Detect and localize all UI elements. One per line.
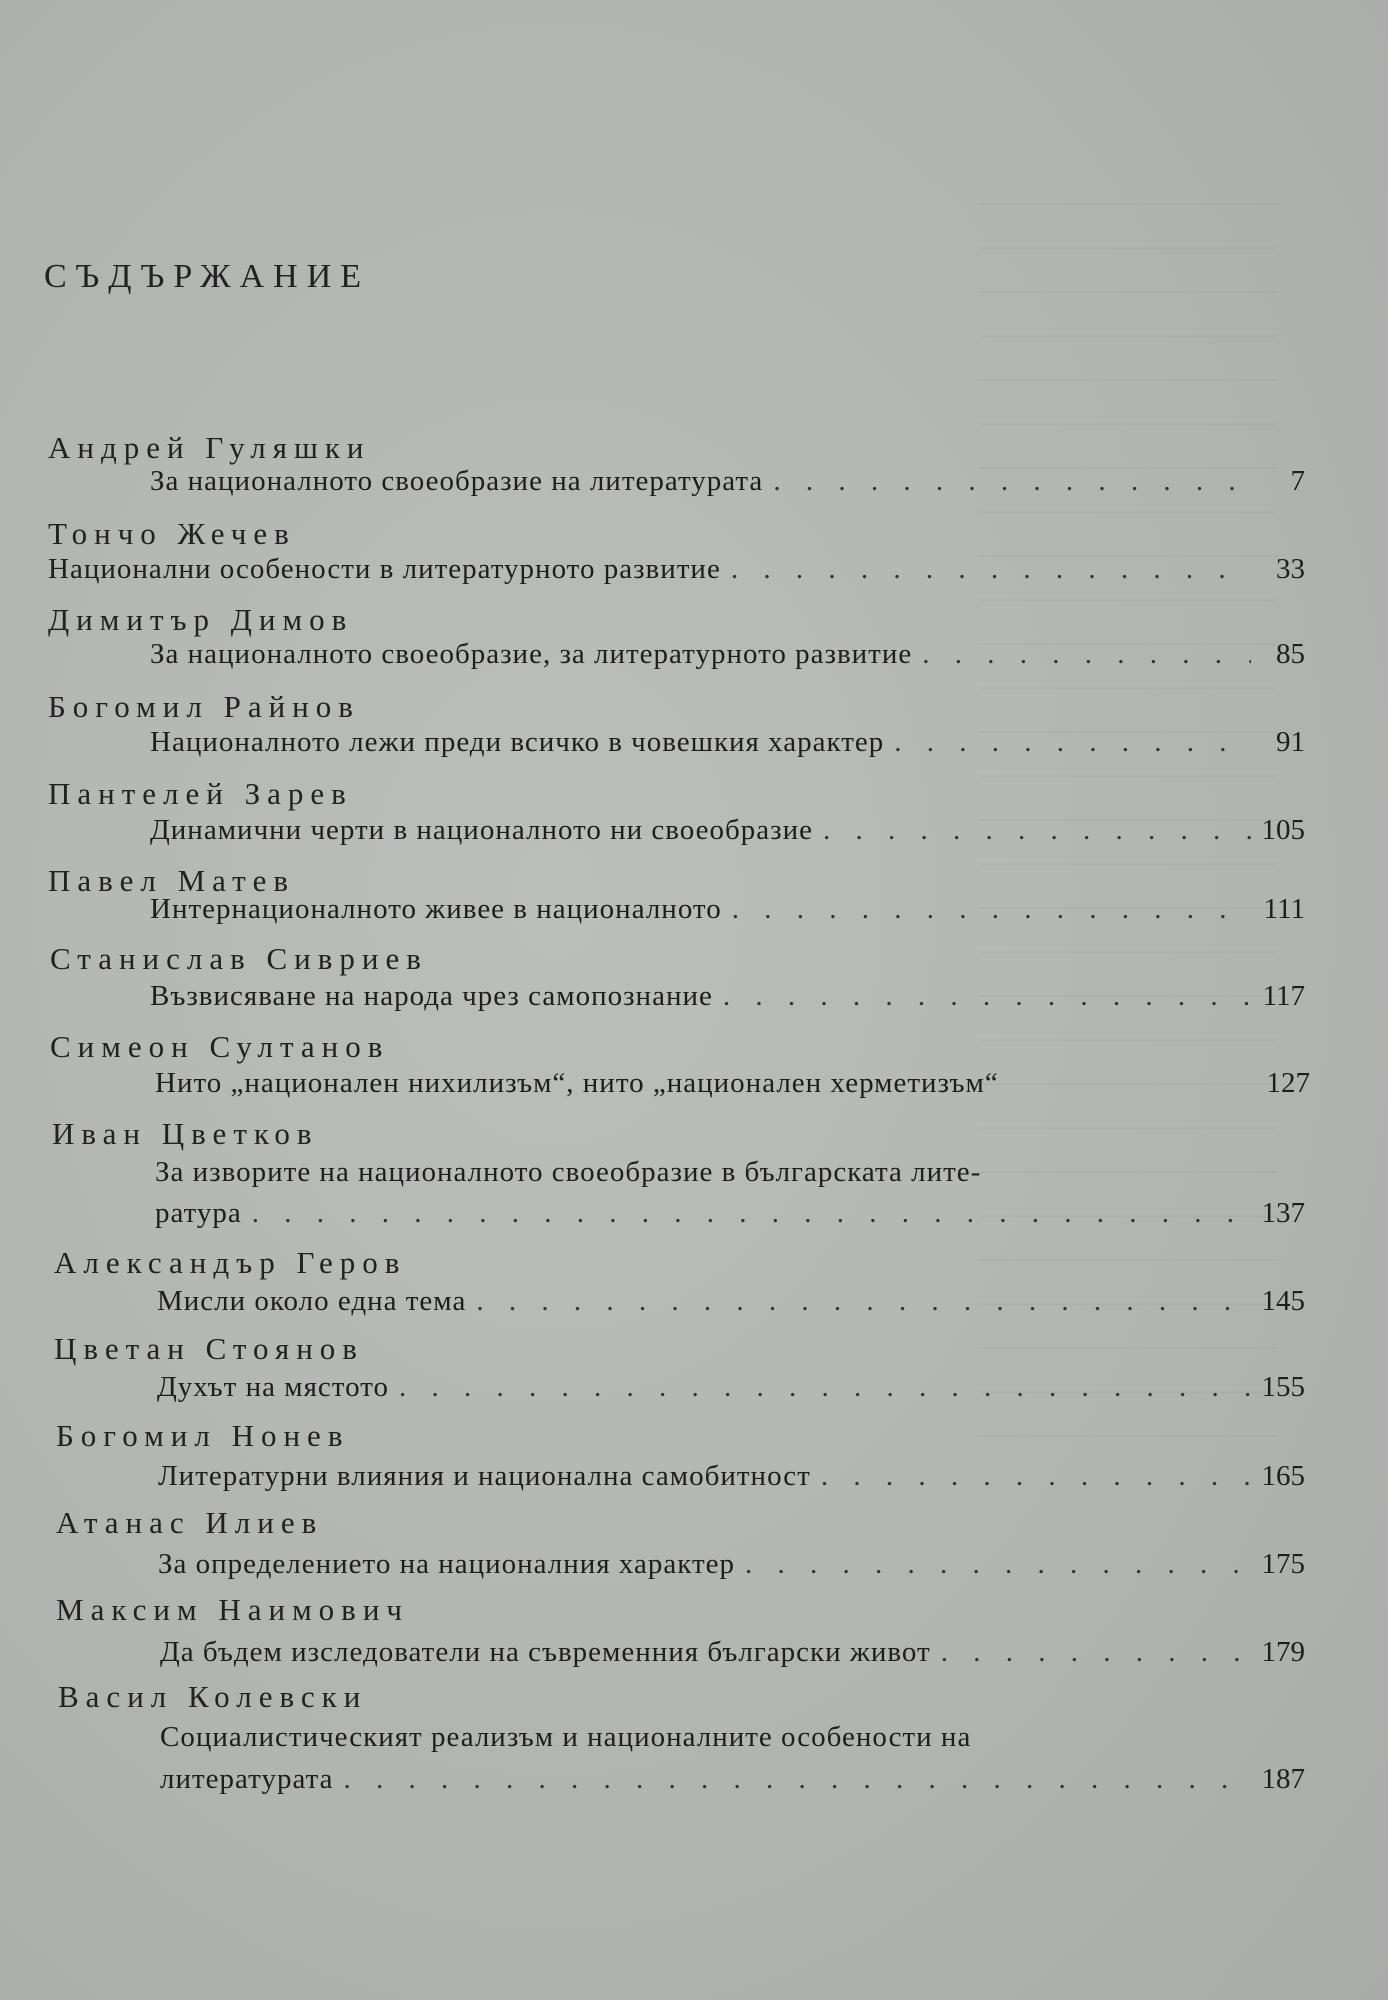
toc-page-number: 105 bbox=[1261, 814, 1305, 846]
toc-entry bbox=[150, 465, 1305, 498]
dot-leader bbox=[723, 980, 1251, 1013]
toc-author: Тончо Жечев bbox=[48, 516, 296, 551]
dot-leader bbox=[343, 1763, 1251, 1796]
toc-author: Цветан Стоянов bbox=[54, 1331, 364, 1366]
toc-entry-title: Духът на мястото bbox=[157, 1371, 389, 1403]
toc-entry bbox=[158, 1460, 1305, 1493]
toc-entry-title-continuation: ратура bbox=[155, 1197, 242, 1229]
toc-author: Станислав Сивриев bbox=[50, 941, 428, 976]
toc-page-number: 145 bbox=[1261, 1285, 1305, 1317]
toc-author: Васил Колевски bbox=[58, 1679, 368, 1714]
toc-author: Иван Цветков bbox=[52, 1116, 319, 1151]
toc-entry-line-1 bbox=[160, 1721, 1235, 1754]
toc-entry bbox=[155, 1197, 1305, 1230]
page-title: СЪДЪРЖАНИЕ bbox=[44, 258, 371, 295]
dot-leader bbox=[941, 1636, 1251, 1669]
toc-entry bbox=[160, 1636, 1305, 1669]
toc-entry-title: За изворите на националното своеобразие в българската лите- bbox=[155, 1156, 982, 1188]
toc-entry bbox=[157, 1285, 1305, 1318]
toc-page-number: 33 bbox=[1276, 553, 1305, 585]
toc-entry-title: Мисли около една тема bbox=[157, 1285, 467, 1317]
toc-author: Богомил Райнов bbox=[48, 689, 360, 724]
toc-page-number: 127 bbox=[1266, 1067, 1310, 1099]
toc-entry-title-continuation: литературата bbox=[160, 1763, 334, 1795]
toc-page-number: 165 bbox=[1261, 1460, 1305, 1492]
toc-entry-title: Динамични черти в националното ни своеобразие bbox=[150, 814, 813, 846]
toc-entry bbox=[155, 1067, 1310, 1100]
dot-leader bbox=[476, 1285, 1251, 1318]
dot-leader bbox=[773, 465, 1251, 498]
toc-page-number: 91 bbox=[1276, 726, 1305, 758]
toc-page-number: 111 bbox=[1263, 893, 1305, 925]
dot-leader bbox=[399, 1371, 1251, 1404]
toc-entry-title: Национални особености в литературното развитие bbox=[48, 553, 721, 585]
toc-author: Максим Наимович bbox=[56, 1592, 409, 1627]
toc-entry bbox=[157, 1371, 1305, 1404]
toc-author: Симеон Султанов bbox=[50, 1029, 390, 1064]
dot-leader bbox=[922, 638, 1251, 671]
toc-page-number: 179 bbox=[1261, 1636, 1305, 1668]
toc-entry-title: Интернационалното живее в националното bbox=[150, 893, 722, 925]
toc-author: Пантелей Зарев bbox=[48, 776, 353, 811]
toc-entry bbox=[160, 1763, 1305, 1796]
dot-leader bbox=[252, 1197, 1251, 1230]
toc-page-number: 117 bbox=[1262, 980, 1305, 1012]
toc-entry bbox=[48, 553, 1305, 586]
toc-page-number: 175 bbox=[1261, 1548, 1305, 1580]
dot-leader bbox=[745, 1548, 1251, 1581]
toc-entry-title: Нито „национален нихилизъм“, нито „национален херметизъм“ bbox=[155, 1067, 999, 1099]
toc-entry-title: Да бъдем изследователи на съвременния български живот bbox=[160, 1636, 931, 1668]
dot-leader bbox=[731, 553, 1251, 586]
dot-leader bbox=[732, 893, 1251, 926]
toc-entry-title: За националното своеобразие на литературата bbox=[150, 465, 764, 497]
toc-author: Атанас Илиев bbox=[56, 1505, 324, 1540]
toc-entry bbox=[150, 814, 1305, 847]
toc-entry-title: За определението на националния характер bbox=[158, 1548, 736, 1580]
toc-entry bbox=[150, 638, 1305, 671]
dot-leader bbox=[821, 1460, 1251, 1493]
toc-page-number: 85 bbox=[1276, 638, 1305, 670]
toc-entry-title: Литературни влияния и национална самобитност bbox=[158, 1460, 811, 1492]
toc-page-number: 137 bbox=[1261, 1197, 1305, 1229]
toc-author: Андрей Гуляшки bbox=[48, 430, 371, 465]
toc-entry-title: За националното своеобразие, за литературното развитие bbox=[150, 638, 913, 670]
toc-page-number: 187 bbox=[1261, 1763, 1305, 1795]
toc-author: Александър Геров bbox=[54, 1245, 407, 1280]
toc-entry-line-1 bbox=[155, 1156, 1235, 1189]
toc-entry-title: Социалистическият реализъм и националните особености на bbox=[160, 1721, 972, 1753]
toc-entry bbox=[158, 1548, 1305, 1581]
dot-leader bbox=[894, 726, 1251, 759]
toc-page-number: 155 bbox=[1261, 1371, 1305, 1403]
toc-page-number: 7 bbox=[1290, 465, 1305, 497]
toc-entry-title: Националното лежи преди всичко в човешкия характер bbox=[150, 726, 885, 758]
toc-entry bbox=[150, 893, 1305, 926]
toc-entry bbox=[150, 980, 1305, 1013]
toc-author: Павел Матев bbox=[48, 863, 296, 898]
toc-entry bbox=[150, 726, 1305, 759]
toc-entry-title: Възвисяване на народа чрез самопознание bbox=[150, 980, 713, 1012]
dot-leader bbox=[823, 814, 1251, 847]
toc-author: Димитър Димов bbox=[48, 602, 354, 637]
toc-author: Богомил Нонев bbox=[56, 1418, 350, 1453]
